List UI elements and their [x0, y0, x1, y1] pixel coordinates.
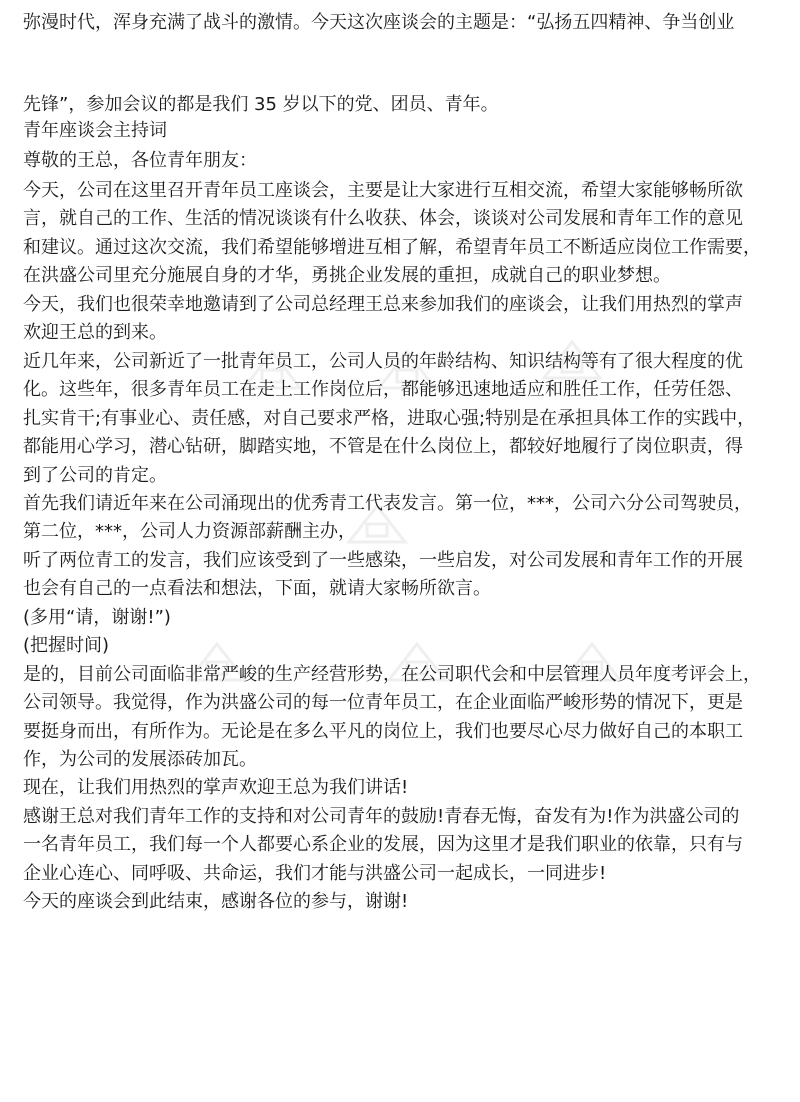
text-line-12: 化。这些年，很多青年员工在走上工作岗位后，都能够迅速地适应和胜任工作，任劳任怨、: [23, 379, 743, 400]
text-line-13: 扎实肯干;有事业心、责任感，对自己要求严格，进取心强;特别是在承担具体工作的实践中，: [23, 408, 756, 429]
watermark-logo: [385, 640, 449, 684]
watermark-logo: [375, 348, 439, 392]
text-line-18: 听了两位青工的发言，我们应该受到了一些感染，一些启发，对公司发展和青年工作的开展: [23, 550, 743, 571]
heading-host-speech-title: 青年座谈会主持词: [23, 120, 167, 141]
text-line-10: 欢迎王总的到来。: [23, 322, 167, 343]
text-line-16: 首先我们请近年来在公司涌现出的优秀青工代表发言。第一位，***，公司六分公司驾驶员，: [23, 493, 752, 514]
text-line-21: (把握时间): [23, 635, 110, 656]
text-line-28: 一名青年员工，我们每一个人都要心系企业的发展，因为这里才是我们职业的依靠，只有与: [23, 834, 743, 855]
cropped-top-text-line: [23, 0, 734, 2]
text-line-29: 企业心连心、同呼吸、共命运，我们才能与洪盛公司一起成长，一同进步!: [23, 863, 607, 884]
text-line-17: 第二位，***，公司人力资源部薪酬主办，: [23, 521, 356, 542]
text-line-8: 在洪盛公司里充分施展自身的才华，勇挑企业发展的重担，成就自己的职业梦想。: [23, 265, 671, 286]
text-line-24: 要挺身而出，有所作为。无论是在多么平凡的岗位上，我们也要尽心尽力做好自己的本职工: [23, 721, 743, 742]
text-line-14: 都能用心学习，潜心钻研，脚踏实地，不管是在什么岗位上，都较好地履行了岗位职责，得: [23, 436, 743, 457]
watermark-logo: [560, 640, 624, 684]
text-line-1: 弥漫时代，浑身充满了战斗的激情。今天这次座谈会的主题是：“弘扬五四精神、争当创业: [23, 12, 735, 33]
watermark-logo: [240, 348, 304, 392]
watermark-logo: [185, 640, 249, 684]
text-line-19: 也会有自己的一点看法和想法，下面，就请大家畅所欲言。: [23, 578, 491, 599]
text-line-23: 公司领导。我觉得，作为洪盛公司的每一位青年员工，在企业面临严峻形势的情况下，更是: [23, 692, 743, 713]
text-line-26: 现在，让我们用热烈的掌声欢迎王总为我们讲话!: [23, 777, 409, 798]
text-line-30: 今天的座谈会到此结束，感谢各位的参与，谢谢!: [23, 891, 409, 912]
text-line-27: 感谢王总对我们青年工作的支持和对公司青年的鼓励!青春无悔，奋发有为!作为洪盛公司的: [23, 806, 740, 827]
text-line-20: (多用“请，谢谢!”): [23, 607, 171, 628]
text-line-2: 先锋”，参加会议的都是我们 35 岁以下的党、团员、青年。: [23, 94, 499, 115]
text-line-6: 言，就自己的工作、生活的情况谈谈有什么收获、体会，谈谈对公司发展和青年工作的意见: [23, 208, 743, 229]
text-line-15: 到了公司的肯定。: [23, 465, 167, 486]
text-line-7: 和建议。通过这次交流，我们希望能够增进互相了解，希望青年员工不断适应岗位工作需要，: [23, 237, 761, 258]
text-line-5: 今天，公司在这里召开青年员工座谈会，主要是让大家进行互相交流，希望大家能够畅所欲: [23, 180, 743, 201]
text-line-25: 作，为公司的发展添砖加瓦。: [23, 749, 257, 770]
watermark-logo: [345, 502, 409, 546]
watermark-logo: [540, 338, 604, 382]
salutation-line: 尊敬的王总，各位青年朋友：: [23, 150, 257, 171]
text-line-22: 是的，目前公司面临非常严峻的生产经营形势，在公司职代会和中层管理人员年度考评会上，: [23, 664, 761, 685]
text-line-9: 今天，我们也很荣幸地邀请到了公司总经理王总来参加我们的座谈会，让我们用热烈的掌声: [23, 294, 743, 315]
text-line-11: 近几年来，公司新近了一批青年员工，公司人员的年龄结构、知识结构等有了很大程度的优: [23, 351, 743, 372]
